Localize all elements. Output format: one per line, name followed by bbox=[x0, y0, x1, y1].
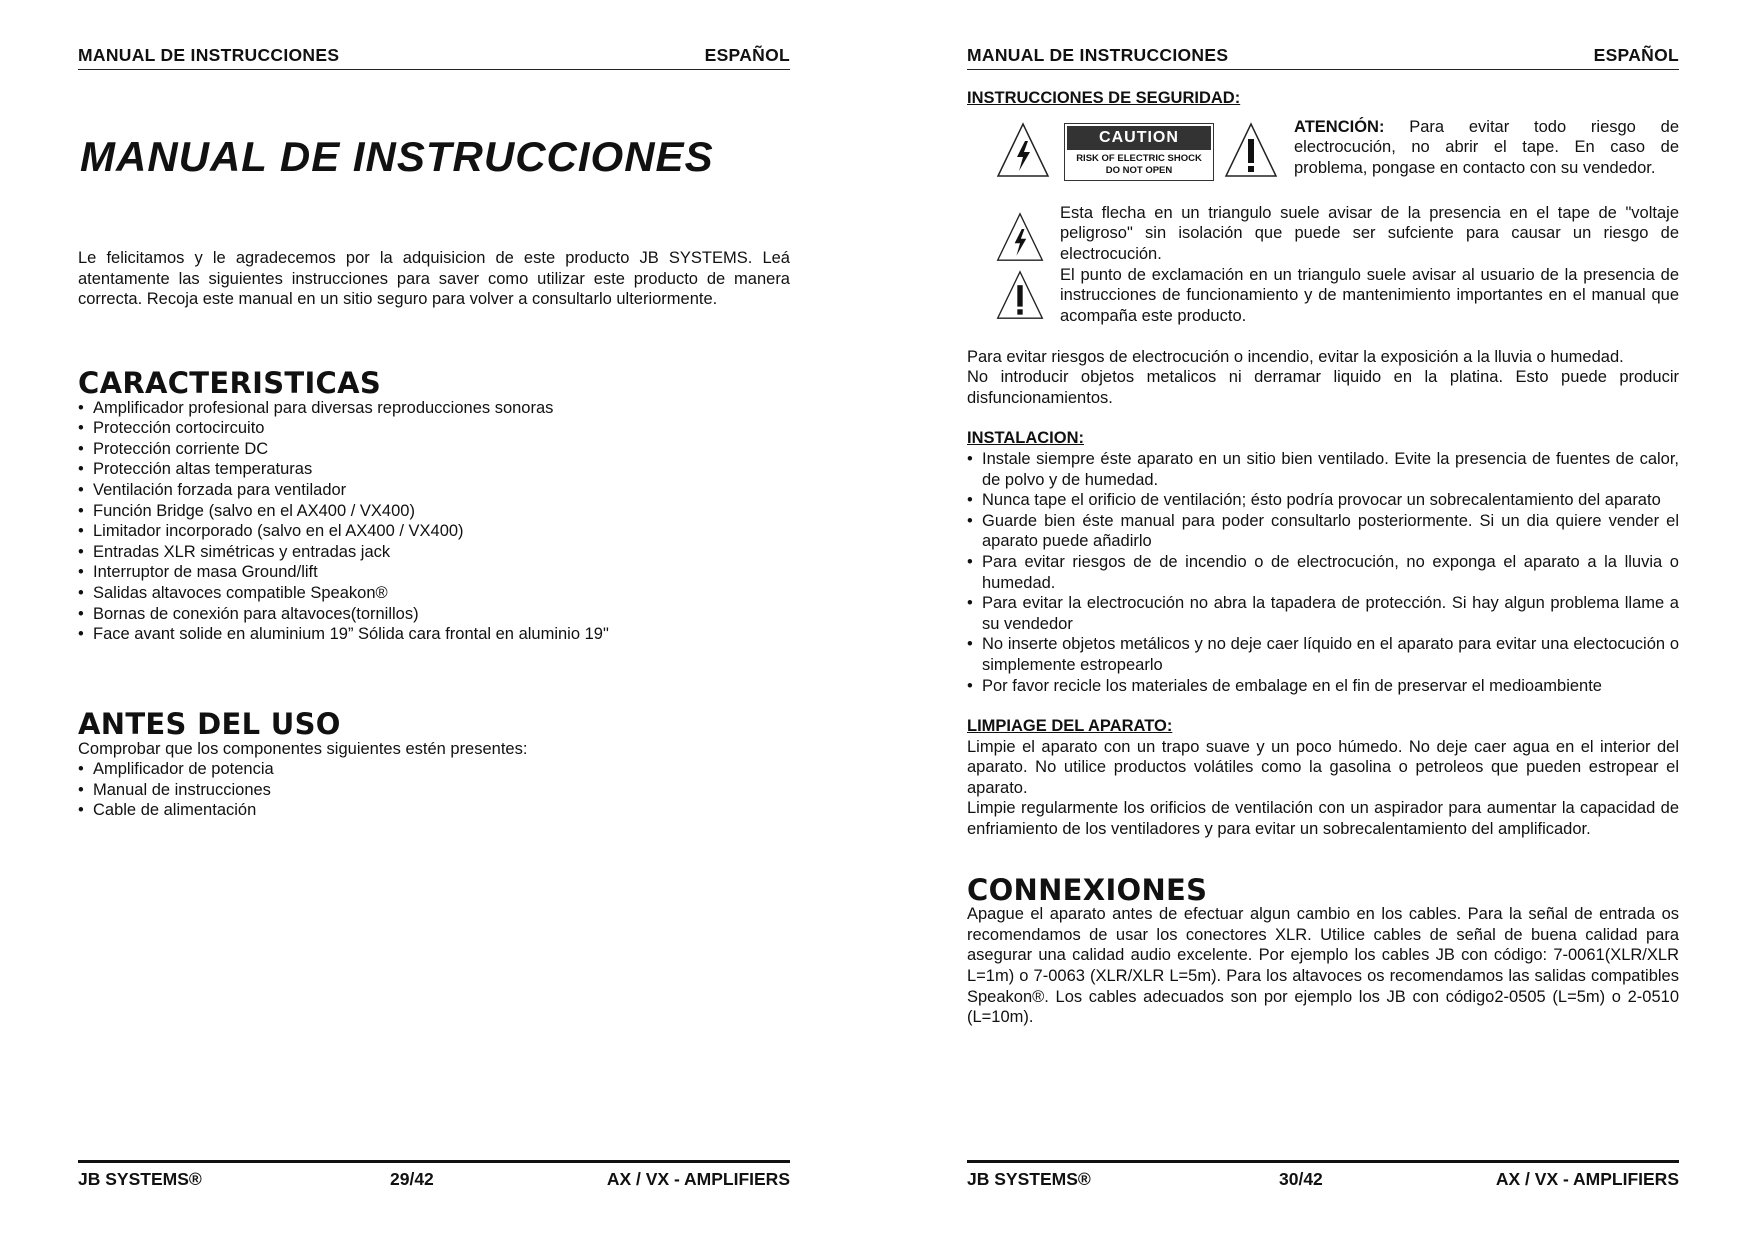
left-page bbox=[78, 0, 790, 1240]
electric-shock-warning-icon bbox=[995, 211, 1045, 263]
caution-subtext-1: RISK OF ELECTRIC SHOCK bbox=[1076, 152, 1202, 164]
list-item: • Entradas XLR simétricas y entradas jack bbox=[78, 542, 790, 563]
footer-brand: JB SYSTEMS® bbox=[967, 1169, 1091, 1189]
installation-heading: INSTALACION: bbox=[967, 429, 1085, 448]
header-language: ESPAÑOL bbox=[704, 45, 790, 65]
list-item: • Amplificador profesional para diversas reproducciones sonoras bbox=[78, 398, 790, 419]
connections-paragraph: Apague el aparato antes de efectuar algun cambio en los cables. Para la señal de entrada os recomendamos de usar los conectores XLR. Utilice cables de señal de buena calidad para asegurar una calidad audio excelente. Por ejemplo los cables JB con código: 7-0061(XLR/XLR L=1m) o 7-0063 (XLR/XLR L=5m). Para los altavoces os recomendamos las salidas compatibles Speakon®. Los cables adecuados son por ejemplo los JB con código2-0505 (L=5m) o 2-0510 (L=10m). bbox=[967, 905, 1679, 1027]
caution-subtext-2: DO NOT OPEN bbox=[1105, 164, 1173, 176]
cleaning-paragraph-1: Limpie el aparato con un trapo suave y un poco húmedo. No deje caer agua en el interior del aparato. No utilice productos volátiles como la gasolina o petroleos que pueden estropear el aparato. bbox=[967, 737, 1679, 797]
list-item: • Guarde bien éste manual para poder consultarlo posteriormente. Si un dia quiere vender el aparato puede añadirlo bbox=[967, 511, 1679, 552]
header-title: MANUAL DE INSTRUCCIONES bbox=[78, 45, 340, 65]
list-item: • Ventilación forzada para ventilador bbox=[78, 480, 790, 501]
list-item: • Bornas de conexión para altavoces(tornillos) bbox=[78, 604, 790, 625]
list-item: • Cable de alimentación bbox=[78, 800, 790, 821]
page-footer bbox=[78, 1160, 790, 1190]
attention-label: ATENCIÓN: bbox=[1294, 117, 1385, 136]
list-item: • Face avant solide en aluminium 19” Sólida cara frontal en aluminio 19" bbox=[78, 624, 790, 645]
cleaning-paragraph-2: Limpie regularmente los orificios de ventilación con un aspirador para aumentar la capacidad de enfriamiento de los ventiladores y para evitar un sobrecalentamiento del amplificador. bbox=[967, 799, 1679, 839]
footer-product: AX / VX - AMPLIFIERS bbox=[1495, 1169, 1679, 1189]
cleaning-heading: LIMPIAGE DEL APARATO: bbox=[967, 717, 1173, 736]
list-item: • Para evitar la electrocución no abra la tapadera de protección. Si hay algun problema llame a su vendedor bbox=[967, 593, 1679, 634]
installation-list bbox=[967, 449, 1679, 696]
list-item: • Función Bridge (salvo en el AX400 / VX400) bbox=[78, 501, 790, 522]
intro-paragraph: Le felicitamos y le agradecemos por la adquisicion de este producto JB SYSTEMS. Leá atentamente las siguientes instrucciones para saver como utilizar este producto de manera correcta. Recoja este manual en un sitio seguro para volver a consultarlo ulteriormente. bbox=[78, 249, 790, 309]
right-page bbox=[967, 0, 1679, 1240]
safety-heading: INSTRUCCIONES DE SEGURIDAD: bbox=[967, 89, 1241, 107]
exclamation-warning-icon bbox=[1223, 121, 1279, 179]
before-use-heading: ANTES DEL USO bbox=[78, 707, 341, 741]
list-item: • Instale siempre éste aparato en un sitio bien ventilado. Evite la presencia de fuentes de calor, de polvo y de humedad. bbox=[967, 449, 1679, 490]
exclamation-warning-icon bbox=[995, 269, 1045, 321]
before-use-list bbox=[78, 759, 790, 821]
list-item: • Por favor recicle los materiales de embalage en el fin de preservar el medioambiente bbox=[967, 676, 1679, 697]
footer-brand: JB SYSTEMS® bbox=[78, 1169, 202, 1189]
main-title: MANUAL DE INSTRUCCIONES bbox=[80, 133, 714, 180]
instructions-warning-text: El punto de exclamación en un triangulo suele avisar al usuario de la presencia de instrucciones de funcionamiento y de mantenimiento importantes en el manual que acompaña este producto. bbox=[1060, 265, 1679, 325]
page-header bbox=[967, 45, 1679, 70]
list-item: • Nunca tape el orificio de ventilación; ésto podría provocar un sobrecalentamiento del aparato bbox=[967, 490, 1679, 511]
list-item: • Protección corriente DC bbox=[78, 439, 790, 460]
features-list bbox=[78, 398, 790, 645]
connections-heading: CONNEXIONES bbox=[967, 872, 1208, 907]
list-item: • Protección cortocircuito bbox=[78, 418, 790, 439]
features-section bbox=[78, 366, 790, 645]
footer-page-number: 30/42 bbox=[1279, 1169, 1323, 1189]
list-item: • Limitador incorporado (salvo en el AX400 / VX400) bbox=[78, 521, 790, 542]
page-header bbox=[78, 45, 790, 70]
voltage-warning-text: Esta flecha en un triangulo suele avisar de la presencia en el tape de "voltaje peligroso" sin isolación que puede ser sufciente para causar un riesgo de electrocución. bbox=[1060, 203, 1679, 263]
list-item: • Interruptor de masa Ground/lift bbox=[78, 562, 790, 583]
before-use-intro: Comprobar que los componentes siguientes estén presentes: bbox=[78, 739, 528, 758]
list-item: • No inserte objetos metálicos y no deje caer líquido en el aparato para evitar una electocución o simplemente estropearlo bbox=[967, 634, 1679, 675]
before-use-section bbox=[78, 707, 790, 821]
electric-shock-warning-icon bbox=[995, 121, 1051, 179]
attention-text bbox=[1294, 117, 1679, 179]
footer-product: AX / VX - AMPLIFIERS bbox=[606, 1169, 790, 1189]
safety-paragraph-1: Para evitar riesgos de electrocución o incendio, evitar la exposición a la lluvia o humedad. bbox=[967, 347, 1624, 366]
caution-title: CAUTION bbox=[1067, 126, 1211, 150]
list-item: • Salidas altavoces compatible Speakon® bbox=[78, 583, 790, 604]
list-item: • Manual de instrucciones bbox=[78, 780, 790, 801]
safety-section bbox=[967, 88, 1679, 1028]
list-item: • Para evitar riesgos de de incendio o de electrocución, no exponga el aparato a la lluvia o humedad. bbox=[967, 552, 1679, 593]
safety-paragraph-2: No introducir objetos metalicos ni derramar liquido en la platina. Esto puede producir disfuncionamientos. bbox=[967, 368, 1679, 407]
list-item: • Protección altas temperaturas bbox=[78, 459, 790, 480]
caution-label bbox=[1064, 123, 1214, 181]
attention-body: Para evitar todo riesgo de electrocución, no abrir el tape. En caso de problema, pongase en contacto con su vendedor. bbox=[1294, 117, 1679, 177]
list-item: • Amplificador de potencia bbox=[78, 759, 790, 780]
features-heading: CARACTERISTICAS bbox=[78, 366, 382, 400]
header-title: MANUAL DE INSTRUCCIONES bbox=[967, 45, 1229, 65]
header-language: ESPAÑOL bbox=[1593, 45, 1679, 65]
page-footer bbox=[967, 1160, 1679, 1190]
footer-page-number: 29/42 bbox=[390, 1169, 434, 1189]
